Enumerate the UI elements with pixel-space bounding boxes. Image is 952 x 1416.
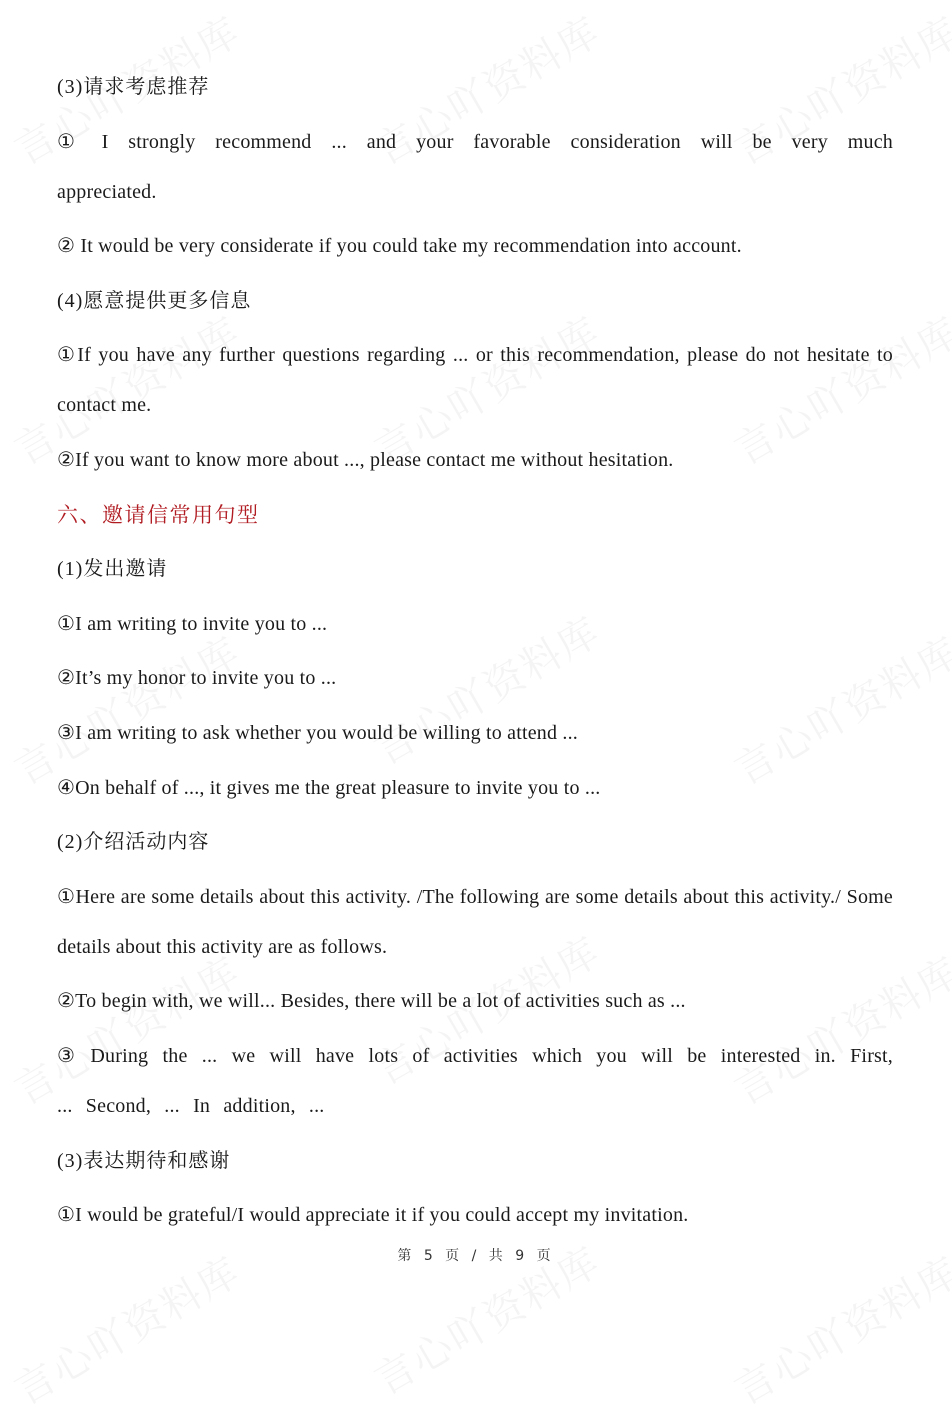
- sentence-item: ② It would be very considerate if you could take my recommendation into account.: [57, 235, 742, 258]
- sentence-item: ③ During the ... we will have lots of activities which you will be interested in. First, ... Second, ... In addition, ...: [57, 1044, 893, 1117]
- document-body: [57, 62, 893, 1245]
- page-number: 第 5 页 / 共 9 页: [397, 1248, 555, 1264]
- subheading-request-consideration: (3)请求考虑推荐: [57, 76, 210, 98]
- subheading-send-invitation: (1)发出邀请: [57, 558, 168, 581]
- sentence-item: ②To begin with, we will... Besides, there will be a lot of activities such as ...: [57, 990, 686, 1013]
- watermark: [723, 1241, 952, 1416]
- sentence-item: ① I strongly recommend ... and your favorable consideration will be very much appreciated.: [57, 130, 893, 203]
- sentence-item: ③I am writing to ask whether you would be willing to attend ...: [57, 721, 578, 744]
- sentence-item: ①I am writing to invite you to ...: [57, 612, 328, 635]
- subheading-expectation-thanks: (3)表达期待和感谢: [57, 1149, 231, 1172]
- watermark: [3, 1241, 250, 1416]
- sentence-item: ②If you want to know more about ..., please contact me without hesitation.: [57, 448, 674, 471]
- sentence-item: ①I would be grateful/I would appreciate it if you could accept my invitation.: [57, 1204, 689, 1227]
- sentence-item: ④On behalf of ..., it gives me the great pleasure to invite you to ...: [57, 776, 601, 799]
- sentence-item: ②It’s my honor to invite you to ...: [57, 667, 337, 690]
- sentence-item: ①Here are some details about this activity. /The following are some details about this activity./ Some details about this activity are as follows.: [57, 885, 893, 958]
- sentence-item: ①If you have any further questions regarding ... or this recommendation, please do not hesitate to contact me.: [57, 344, 893, 417]
- subheading-activity-details: (2)介绍活动内容: [57, 831, 210, 854]
- section-heading-invitation: 六、邀请信常用句型: [57, 502, 260, 527]
- subheading-offer-info: (4)愿意提供更多信息: [57, 289, 252, 312]
